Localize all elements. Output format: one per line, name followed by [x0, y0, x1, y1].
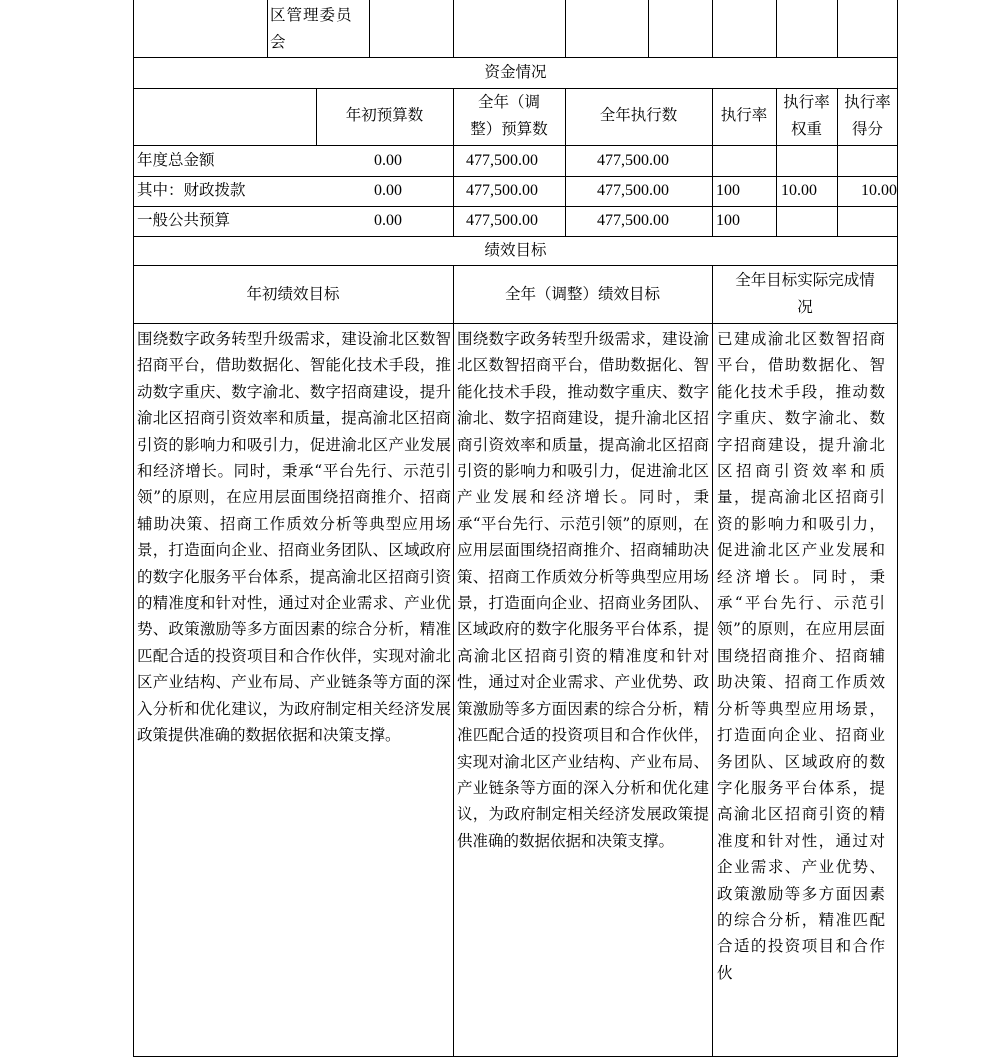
rule	[712, 0, 713, 57]
header-initial-budget: 年初预算数	[345, 106, 424, 124]
header-adjusted-line1: 全年（调	[477, 93, 540, 111]
header-score	[837, 89, 898, 143]
row-executed: 477,500.00	[597, 182, 669, 199]
performance-table	[133, 0, 898, 1057]
initial-goal-text: 围绕数字政务转型升级需求，建设渝北区数智招商平台，借助数据化、智能化技术手段，推动数字重庆、数字渝北、数字招商建设，提升渝北区招商引资效率和质量，提高渝北区招商引资的影响力和吸引力，促进渝北区产业发展和经济增长。同时，秉承“平台先行、示范引领”的原则，在应用层面围绕招商推介、招商辅助决策、招商工作质效分析等典型应用场景，打造面向企业、招商业务团队、区域政府的数字化服务平台体系，提高渝北区招商引资的精准度和针对性，通过对企业需求、产业优势、政策激励等多方面因素的综合分析，精准匹配合适的投资项目和合作伙伴，实现对渝北区产业结构、产业布局、产业链条等方面的深入分析和优化建议，为政府制定相关经济发展政策提供准确的数据依据和决策支撑。	[137, 330, 451, 745]
header-adjusted-budget	[453, 89, 565, 143]
actual-completion-text: 已建成渝北区数智招商平台，借助数据化、智能化技术手段，推动数字重庆、数字渝北、数字招商建设，提升渝北区招商引资效率和质量，提高渝北区招商引资的影响力和吸引力，促进渝北区产业发展和经济增长。同时，秉承“平台先行、示范引领”的原则，在应用层面围绕招商推介、招商辅助决策、招商工作质效分析等典型应用场景，打造面向企业、招商业务团队、区域政府的数字化服务平台体系，提高渝北区招商引资的精准度和针对性，通过对企业需求、产业优势、政策激励等多方面因素的综合分析，精准匹配合适的投资项目和合作伙	[717, 330, 885, 982]
rule	[133, 145, 898, 146]
rule	[837, 0, 838, 57]
header-executed: 全年执行数	[599, 106, 678, 124]
row-initial: 0.00	[374, 182, 402, 199]
rule	[369, 0, 370, 57]
row-adjusted: 477,500.00	[466, 212, 538, 229]
row-score: 10.00	[861, 182, 897, 199]
rule	[648, 0, 649, 57]
row-label: 其中：财政拨款	[137, 181, 246, 199]
row-initial: 0.00	[374, 152, 402, 169]
rule	[712, 265, 713, 1057]
rule	[133, 0, 134, 1057]
row-adjusted: 477,500.00	[466, 182, 538, 199]
rule	[133, 323, 898, 324]
rule	[897, 0, 898, 1057]
header-score-line1: 执行率	[844, 93, 891, 111]
row-rate: 100	[716, 212, 740, 229]
row-label: 一般公共预算	[137, 211, 231, 229]
rule	[267, 0, 268, 57]
committee-line1: 区管理委员	[270, 6, 353, 24]
funds-section-title: 资金情况	[484, 63, 547, 81]
rule	[133, 57, 898, 58]
header-weight	[776, 89, 837, 143]
rule	[565, 0, 566, 57]
header-weight-line2: 权重	[790, 120, 822, 138]
row-adjusted: 477,500.00	[466, 152, 538, 169]
rule	[133, 265, 898, 266]
header-score-line2: 得分	[851, 120, 883, 138]
row-executed: 477,500.00	[597, 212, 669, 229]
row-label: 年度总金额	[137, 151, 215, 169]
row-executed: 477,500.00	[597, 152, 669, 169]
row-rate: 100	[716, 182, 740, 199]
row-weight: 10.00	[781, 182, 817, 199]
header-actual-line1: 全年目标实际完成情	[735, 271, 875, 289]
committee-line2: 会	[270, 33, 287, 51]
adjusted-goal-text: 围绕数字政务转型升级需求，建设渝北区数智招商平台，借助数据化、智能化技术手段，推动数字重庆、数字渝北、数字招商建设，提升渝北区招商引资效率和质量，提高渝北区招商引资的影响力和吸引力，促进渝北区产业发展和经济增长。同时，秉承“平台先行、示范引领”的原则，在应用层面围绕招商推介、招商辅助决策、招商工作质效分析等典型应用场景，打造面向企业、招商业务团队、区域政府的数字化服务平台体系，提高渝北区招商引资的精准度和针对性，通过对企业需求、产业优势、政策激励等多方面因素的综合分析，精准匹配合适的投资项目和合作伙伴，实现对渝北区产业结构、产业布局、产业链条等方面的深入分析和优化建议，为政府制定相关经济发展政策提供准确的数据依据和决策支撑。	[457, 330, 709, 850]
committee-cell	[270, 2, 368, 56]
header-adjusted-line2: 整）预算数	[470, 120, 548, 138]
header-actual-completion	[712, 267, 898, 321]
rule	[453, 265, 454, 1057]
header-actual-line2: 况	[797, 298, 813, 316]
header-exec-rate: 执行率	[720, 106, 768, 124]
row-initial: 0.00	[374, 212, 402, 229]
header-weight-line1: 执行率	[783, 93, 830, 111]
performance-section-title: 绩效目标	[484, 241, 547, 259]
header-initial-goal: 年初绩效目标	[246, 285, 340, 303]
rule	[453, 0, 454, 57]
header-adjusted-goal: 全年（调整）绩效目标	[504, 285, 660, 303]
rule	[133, 1056, 898, 1057]
rule	[776, 0, 777, 57]
